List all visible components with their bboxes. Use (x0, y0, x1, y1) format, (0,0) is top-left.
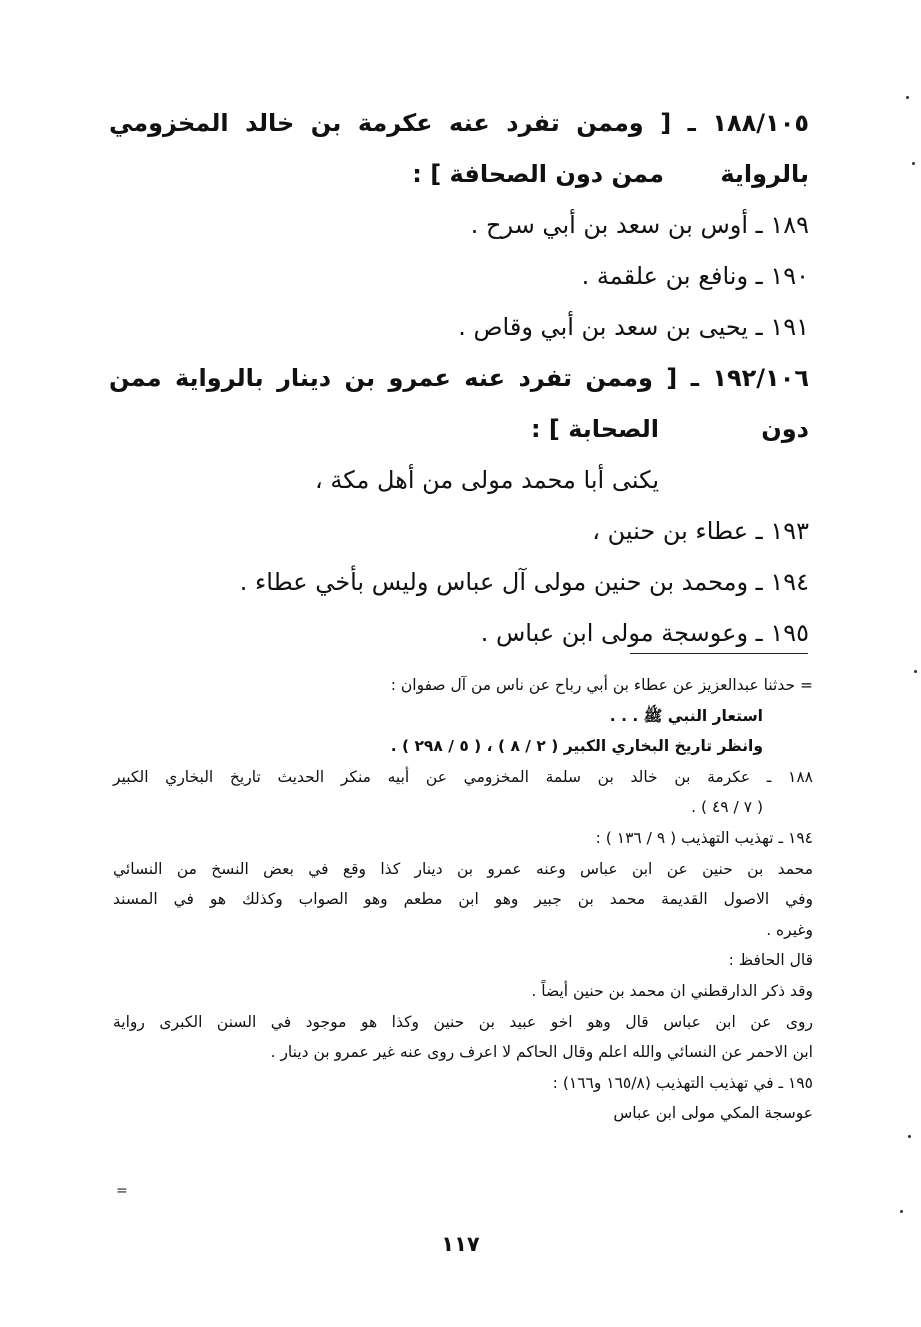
footnote-line: وفي الاصول القديمة محمد بن جبير وهو ابن مطعم وهو الصواب وكذلك هو في المسند (113, 890, 813, 909)
footnote-line: ابن الاحمر عن النسائي والله اعلم وقال الحاكم لا اعرف روى عنه غير عمرو بن دينار . (270, 1043, 813, 1062)
main-line: ١٩٢/١٠٦ ـ [ وممن تفرد عنه عمرو بن دينار بالرواية ممن دون (109, 364, 809, 443)
scan-speck (908, 1135, 911, 1138)
footnote-divider (630, 653, 808, 654)
scan-speck (914, 670, 917, 673)
footnote-line: روى عن ابن عباس قال وهو اخو عبيد بن حنين وكذا هو موجود في السنن الكبرى رواية (113, 1012, 813, 1031)
continuation-mark: = (116, 1183, 128, 1199)
footnote-line: ١٨٨ ـ عكرمة بن خالد بن سلمة المخزومي عن أبيه منكر الحديث تاريخ البخاري الكبير (113, 767, 813, 786)
footnote-line: استعار النبي ﷺ . . . (609, 706, 763, 725)
footnote-line: ١٩٤ ـ تهذيب التهذيب ( ٩ / ١٣٦ ) : (595, 828, 813, 847)
footnote-line: قال الحافظ : (728, 951, 813, 970)
footnotes (113, 670, 813, 1129)
scan-speck (906, 96, 909, 99)
main-line: ١٨٩ ـ أوس بن سعد بن أبي سرح . (470, 211, 809, 239)
footnote-line: عوسجة المكي مولى ابن عباس (613, 1104, 813, 1123)
main-text (109, 98, 809, 659)
main-line: يكنى أبا محمد مولى من أهل مكة ، (315, 466, 659, 494)
footnote-line: وانظر تاريخ البخاري الكبير ( ٢ / ٨ ) ، ( ٥ / ٢٩٨ ) . (390, 737, 763, 756)
footnote-line: وغيره . (766, 920, 813, 939)
scan-speck (912, 162, 915, 165)
footnote-line: ( ٧ / ٤٩ ) . (691, 798, 763, 817)
main-line: ١٨٨/١٠٥ ـ [ وممن تفرد عنه عكرمة بن خالد المخزومي بالرواية (109, 109, 809, 188)
main-line: الصحابة ] : (530, 415, 659, 443)
main-line: ١٩٣ ـ عطاء بن حنين ، (592, 517, 809, 545)
main-line: ممن دون الصحافة ] : (412, 160, 664, 188)
scan-speck (900, 1210, 903, 1213)
main-line: ١٩٤ ـ ومحمد بن حنين مولى آل عباس وليس بأخي عطاء . (239, 568, 809, 596)
footnote-line: = حدثنا عبدالعزيز عن عطاء بن أبي رباح عن ناس من آل صفوان : (390, 676, 813, 694)
page-number: ١١٧ (441, 1232, 480, 1256)
main-line: ١٩٠ ـ ونافع بن علقمة . (581, 262, 809, 290)
footnote-line: وقد ذكر الدارقطني ان محمد بن حنين أيضاً . (531, 981, 813, 1000)
main-line: ١٩٥ ـ وعوسجة مولى ابن عباس . (480, 619, 809, 647)
footnote-line: محمد بن حنين عن ابن عباس وعنه عمرو بن دينار كذا وقع في بعض النسخ من النسائي (113, 859, 813, 878)
footnote-line: ١٩٥ ـ في تهذيب التهذيب (١٦٥/٨ و١٦٦) : (552, 1073, 813, 1092)
main-line: ١٩١ ـ يحيى بن سعد بن أبي وقاص . (458, 313, 809, 341)
